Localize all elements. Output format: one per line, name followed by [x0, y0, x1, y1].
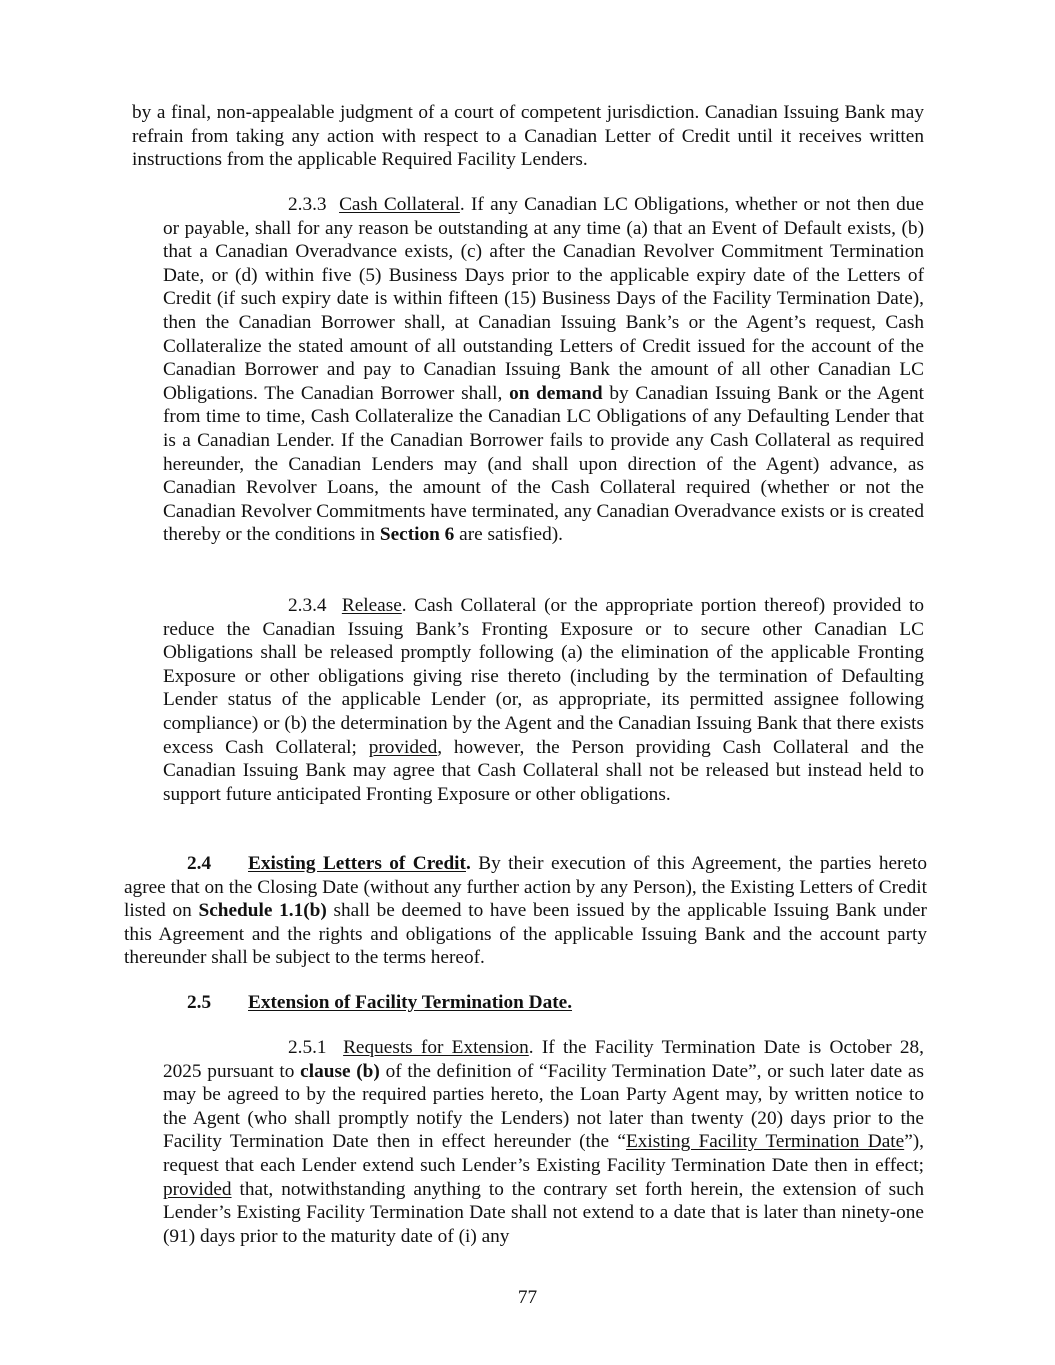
underlined-term: provided: [368, 736, 438, 758]
section-2-3-4: [163, 594, 924, 806]
body-text: . Cash Collateral (or the appropriate portion thereof) provided to reduce the Canadian Issuing Bank’s Fronting Exposure or to secure other Canadian LC Obligations shall be released promptly following (a) the elimination of the applicable Fronting Exposure or other obligations giving rise thereto (including by the termination of Defaulting Lender status of the applicable Lender (or, as appropriate, its permitted assignee following compliance) or (b) the determination by the Agent and the Canadian Issuing Bank that there exists excess Cash Collateral;: [163, 595, 925, 758]
section-2-3-4-paragraph: [163, 594, 924, 806]
section-2-3-3: [163, 193, 924, 547]
section-title: Release: [341, 595, 402, 616]
section-number: 2.3.3: [288, 194, 327, 215]
section-2-5-1-paragraph: [163, 1036, 924, 1248]
section-2-4: [124, 852, 927, 970]
title-period: .: [465, 853, 471, 874]
section-title: Extension of Facility Termination Date.: [248, 992, 573, 1013]
body-text: are satisfied).: [454, 524, 564, 546]
section-2-5-1: [163, 1036, 924, 1248]
body-text: , however, the Person providing Cash Collateral and the Canadian Issuing Bank may agree that Cash Collateral shall not be released but instead held to support future anticipated Fronting Exposure or other obligations.: [163, 736, 924, 805]
bold-reference: Section 6: [379, 524, 455, 546]
section-2-5-line: [187, 991, 887, 1015]
underlined-term: Existing Facility Termination Date: [625, 1131, 905, 1153]
section-2-3-3-paragraph: [163, 193, 924, 547]
section-2-4-paragraph: [124, 852, 927, 970]
section-title: Requests for Extension: [343, 1037, 529, 1058]
bold-term: on demand: [509, 382, 603, 404]
continuation-text: by a final, non-appealable judgment of a court of competent jurisdiction. Canadian Issuing Bank may refrain from taking any action with respect to a Canadian Letter of Credit until it receives written instructions from the applicable Required Facility Lenders.: [132, 102, 924, 171]
section-2-5-heading: [187, 991, 887, 1015]
body-text: . If any Canadian LC Obligations, whether or not then due or payable, shall for any reason be outstanding at any time (a) that an Event of Default exists, (b) that a Canadian Overadvance exists, (c) after the Canadian Revolver Commitment Termination Date, or (d) within five (5) Business Days prior to the applicable expiry date of the Letters of Credit (if such expiry date is within fifteen (15) Business Days of the Facility Termination Date), then the Canadian Borrower shall, at Canadian Issuing Bank’s or the Agent’s request, Cash Collateralize the stated amount of all outstanding Letters of Credit issued for the account of the Canadian Borrower and pay to Canadian Issuing Bank the amount of all other Canadian LC Obligations. The Canadian Borrower shall,: [163, 194, 924, 404]
bold-reference: clause (b): [300, 1060, 380, 1082]
section-number: 2.3.4: [288, 595, 327, 616]
body-text: of the definition of “Facility Termination Date”, or such later date as may be agreed to by the required parties hereto, the Loan Party Agent may, by written notice to the Agent (who shall promptly notify the Lenders) not later than twenty (20) days prior to the Facility Termination Date then in effect hereunder (the “: [163, 1060, 924, 1153]
section-number: 2.5: [187, 992, 212, 1013]
body-text: shall be deemed to have been issued by the applicable Issuing Bank under this Agreement and the rights and obligations of the applicable Issuing Bank and the account party thereunder shall be subject to the terms hereof.: [124, 900, 927, 969]
body-text: By their execution of this Agreement, the parties hereto agree that on the Closing Date (without any further action by any Person), the Existing Letters of Credit listed on: [124, 853, 927, 922]
underlined-term: provided: [163, 1178, 232, 1200]
section-number: 2.5.1: [288, 1037, 327, 1058]
section-title: Existing Letters of Credit: [248, 853, 466, 874]
section-number: 2.4: [187, 853, 212, 874]
page-number: 77: [517, 1287, 538, 1308]
bold-reference: Schedule 1.1(b): [198, 900, 327, 922]
continuation-paragraph: [132, 101, 924, 172]
body-text: ”), request that each Lender extend such Lender’s Existing Facility Termination Date then in effect;: [163, 1131, 924, 1176]
body-text: by Canadian Issuing Bank or the Agent from time to time, Cash Collateralize the Canadian LC Obligations of any Defaulting Lender that is a Canadian Lender. If the Canadian Borrower fails to provide any Cash Collateral as required hereunder, the Canadian Lenders may (and shall upon direction of the Agent) advance, as Canadian Revolver Loans, the amount of the Cash Collateral required (whether or not the Canadian Revolver Commitments have terminated, any Canadian Overadvance exists or is created thereby or the conditions in: [163, 382, 924, 546]
body-text: that, notwithstanding anything to the contrary set forth herein, the extension of such Lender’s Existing Facility Termination Date shall not extend to a date that is later than ninety-one (91) days prior to the maturity date of (i) any: [163, 1178, 924, 1247]
section-title: Cash Collateral: [339, 194, 460, 215]
body-text: . If the Facility Termination Date is October 28, 2025 pursuant to: [163, 1037, 924, 1082]
